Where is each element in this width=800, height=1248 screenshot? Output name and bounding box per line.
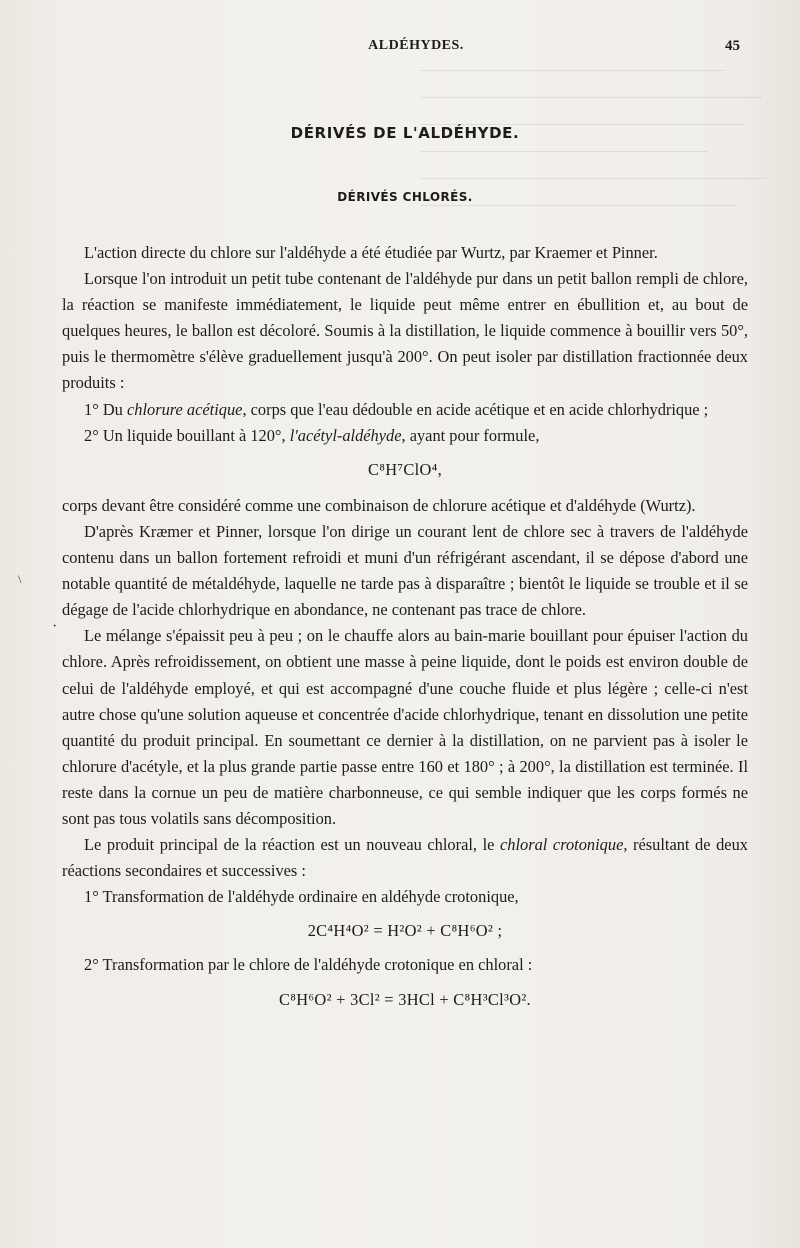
formula-acetyl-aldehyde: C⁸H⁷ClO⁴, bbox=[367, 459, 443, 479]
list-item-chlorure-acetique: 1° Du chlorure acétique, corps que l'eau dédouble en acide acétique et en acide chlorhydrique ; bbox=[84, 399, 709, 419]
paragraph-procedure: Lorsque l'on introduit un petit tube contenant de l'aldéhyde pur dans un petit ballon rempli de chlore, la réaction se manifeste immédiatement, le liquide peut même entrer en ébullition et, au bout de quelques heures, le ballon est décoloré. Soumis à la distillation, le liquide commence à bouillir vers 50°, puis le thermomètre s'élève graduellement jusqu'à 200°. On peut isoler par distillation fractionnée deux produits : bbox=[62, 269, 748, 393]
margin-mark: \ bbox=[18, 572, 22, 586]
subsection-title: DÉRIVÉS CHLORÉS. bbox=[337, 190, 473, 204]
term-acetyl-aldehyde: l'acétyl-aldéhyde bbox=[289, 425, 402, 445]
bullet-mark: · bbox=[52, 618, 58, 635]
running-title: ALDÉHYDES. bbox=[368, 38, 464, 53]
list-item-transformation-1: 1° Transformation de l'aldéhyde ordinaire en aldéhyde crotonique, bbox=[84, 887, 519, 907]
show-through-text bbox=[420, 60, 780, 232]
paragraph-chloral-crotonique: Le produit principal de la réaction est un nouveau chloral, le chloral crotonique, résultant de deux réactions secondaires et successives : bbox=[62, 835, 748, 881]
section-title: DÉRIVÉS DE L'ALDÉHYDE. bbox=[290, 124, 520, 142]
body-text bbox=[62, 240, 748, 1021]
paragraph-combination: corps devant être considéré comme une combinaison de chlorure acétique et d'aldéhyde (Wurtz). bbox=[62, 495, 696, 515]
list-item-transformation-2: 2° Transformation par le chlore de l'aldéhyde crotonique en chloral : bbox=[84, 955, 533, 975]
term-chlorure-acetique: chlorure acétique bbox=[126, 399, 243, 419]
paragraph-melange: Le mélange s'épaissit peu à peu ; on le chauffe alors au bain-marie bouillant pour épuiser l'action du chlore. Après refroidissement, on obtient une masse à peine liquide, dont le poids est environ double de celui de l'aldéhyde employé, et qui est accompagné d'une couche fluide et plus légère ; celle-ci n'est autre chose qu'une solution aqueuse et concentrée d'acide chlorhydrique, tenant en dissolution une petite quantité du produit principal. En soumettant ce dernier à la distillation, on ne parvient pas à isoler le chlorure d'acétyle, et la plus grande partie passe entre 160 et 180° ; à 200°, la distillation est terminée. Il reste dans la cornue un peu de matière charbonneuse, ce qui semble indiquer que les corps formés ne sont pas tous volatils sans décomposition. bbox=[62, 626, 748, 828]
formula-chloral: C⁸H⁶O² + 3Cl² = 3HCl + C⁸H³Cl³O². bbox=[279, 989, 531, 1009]
term-chloral-crotonique: chloral crotonique bbox=[500, 835, 624, 855]
page-number: 45 bbox=[725, 38, 740, 54]
paragraph-kraemer-pinner: D'après Kræmer et Pinner, lorsque l'on dirige un courant lent de chlore sec à travers de l'aldéhyde contenu dans un ballon fortement refroidi et muni d'un réfrigérant ascendant, il se dépose d'abord une notable quantité de métaldéhyde, laquelle ne tarde pas à disparaître ; bientôt le liquide se trouble et il se dégage de l'acide chlorhydrique en abondance, ne contenant pas trace de chlore. bbox=[62, 521, 748, 620]
list-item-acetyl-aldehyde: 2° Un liquide bouillant à 120°, l'acétyl-aldéhyde, ayant pour formule, bbox=[84, 425, 540, 445]
running-head bbox=[62, 38, 770, 58]
paragraph-intro: L'action directe du chlore sur l'aldéhyde a été étudiée par Wurtz, par Kraemer et Pinner. bbox=[84, 243, 658, 262]
formula-crotonic-aldehyde: 2C⁴H⁴O² = H²O² + C⁸H⁶O² ; bbox=[307, 921, 503, 941]
